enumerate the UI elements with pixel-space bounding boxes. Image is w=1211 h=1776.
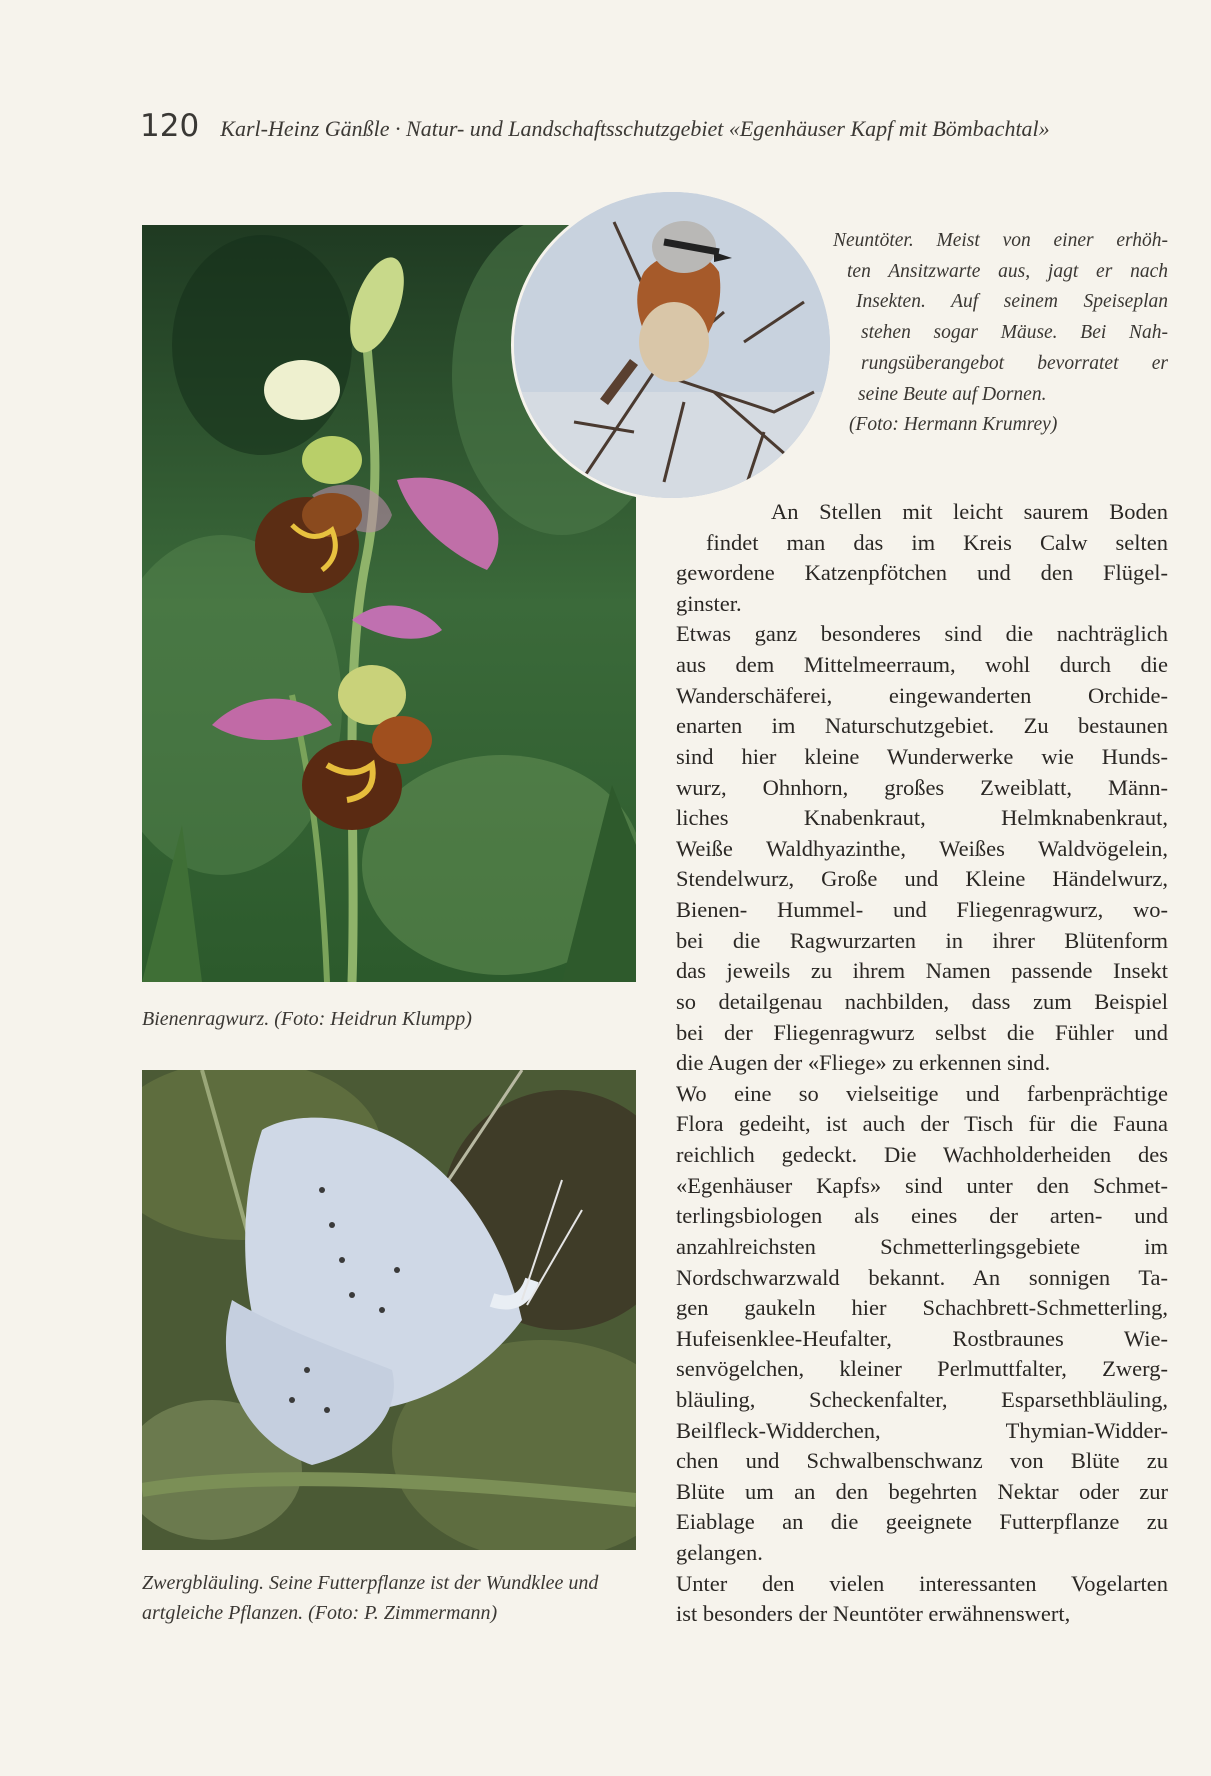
shrike-caption-line: (Foto: Hermann Krumrey) bbox=[849, 414, 1058, 436]
body-line: sind hier kleine Wunderwerke wie Hunds- bbox=[676, 743, 1168, 769]
body-line: Blüte um an den begehrten Nektar oder zur bbox=[676, 1478, 1168, 1504]
shrike-caption-line: rungsüberangebot bevorratet er bbox=[861, 352, 1168, 374]
body-line: Stendelwurz, Große und Kleine Händelwurz, bbox=[676, 866, 1168, 892]
butterfly-caption: Zwergbläuling. Seine Futterpflanze ist der Wundklee und artgleiche Pflanzen. (Foto: P. Zimmermann) bbox=[142, 1572, 599, 1624]
body-line: gelangen. bbox=[676, 1540, 763, 1566]
body-line: chen und Schwalbenschwanz von Blüte zu bbox=[676, 1448, 1168, 1474]
body-line: liches Knabenkraut, Helmknabenkraut, bbox=[676, 805, 1168, 831]
body-line: gen gaukeln hier Schachbrett-Schmetterling, bbox=[676, 1295, 1168, 1321]
page-header bbox=[140, 108, 1180, 158]
running-head: Karl-Heinz Gänßle · Natur- und Landschaftsschutzgebiet «Egenhäuser Kapf mit Bömbachtal» bbox=[220, 116, 1050, 141]
body-line: senvögelchen, kleiner Perlmuttfalter, Zwerg- bbox=[676, 1356, 1168, 1382]
body-line: «Egenhäuser Kapfs» sind unter den Schmet- bbox=[676, 1172, 1168, 1198]
body-line: terlingsbiologen als eines der arten- und bbox=[676, 1203, 1168, 1229]
shrike-caption-line: ten Ansitzwarte aus, jagt er nach bbox=[847, 260, 1168, 282]
shrike-caption-line: stehen sogar Mäuse. Bei Nah- bbox=[861, 322, 1168, 344]
body-line: Bienen- Hummel- und Fliegenragwurz, wo- bbox=[676, 897, 1168, 923]
body-line: bei der Fliegenragwurz selbst die Fühler und bbox=[676, 1019, 1168, 1045]
body-line: wurz, Ohnhorn, großes Zweiblatt, Männ- bbox=[676, 774, 1168, 800]
body-line: ist besonders der Neuntöter erwähnenswert, bbox=[676, 1601, 1071, 1627]
body-line: ginster. bbox=[676, 590, 742, 616]
body-line: Beilfleck-Widderchen, Thymian-Widder- bbox=[676, 1417, 1168, 1443]
body-line: die Augen der «Fliege» zu erkennen sind. bbox=[676, 1050, 1051, 1076]
small-blue-butterfly-photo bbox=[142, 1070, 636, 1550]
body-line: findet man das im Kreis Calw selten bbox=[706, 529, 1168, 555]
body-line: An Stellen mit leicht saurem Boden bbox=[771, 499, 1168, 524]
body-line: Hufeisenklee-Heufalter, Rostbraunes Wie- bbox=[676, 1325, 1168, 1351]
body-line: Wanderschäferei, eingewanderten Orchide- bbox=[676, 682, 1168, 708]
body-line: Flora gedeiht, ist auch der Tisch für die Fauna bbox=[676, 1111, 1168, 1137]
shrike-caption-line: seine Beute auf Dornen. bbox=[858, 383, 1047, 405]
red-backed-shrike-photo bbox=[514, 192, 830, 498]
body-line: aus dem Mittelmeerraum, wohl durch die bbox=[676, 652, 1168, 678]
body-line: Weiße Waldhyazinthe, Weißes Waldvögelein, bbox=[676, 835, 1168, 861]
shrike-caption-line: Insekten. Auf seinem Speiseplan bbox=[856, 291, 1168, 313]
body-line: bei die Ragwurzarten in ihrer Blütenform bbox=[676, 927, 1168, 953]
body-line: enarten im Naturschutzgebiet. Zu bestaunen bbox=[676, 713, 1168, 739]
body-line: Wo eine so vielseitige und farbenprächtige bbox=[676, 1080, 1168, 1106]
body-line: reichlich gedeckt. Die Wachholderheiden des bbox=[676, 1142, 1168, 1168]
body-line: anzahlreichsten Schmetterlingsgebiete im bbox=[676, 1233, 1168, 1259]
body-line: Nordschwarzwald bekannt. An sonnigen Ta- bbox=[676, 1264, 1168, 1290]
body-line: so detailgenau nachbilden, dass zum Beispiel bbox=[676, 988, 1168, 1014]
orchid-caption: Bienenragwurz. (Foto: Heidrun Klumpp) bbox=[142, 1008, 472, 1030]
body-line: gewordene Katzenpfötchen und den Flügel- bbox=[676, 560, 1168, 586]
body-line: das jeweils zu ihrem Namen passende Insekt bbox=[676, 958, 1168, 984]
body-line: Eiablage an die geeignete Futterpflanze zu bbox=[676, 1509, 1168, 1535]
body-line: Etwas ganz besonderes sind die nachträglich bbox=[676, 621, 1168, 647]
shrike-caption-line: Neuntöter. Meist von einer erhöh- bbox=[833, 230, 1168, 251]
body-line: bläuling, Scheckenfalter, Esparsethbläuling, bbox=[676, 1386, 1168, 1412]
page-number: 120 bbox=[140, 108, 200, 144]
body-line: Unter den vielen interessanten Vogelarten bbox=[676, 1570, 1168, 1596]
